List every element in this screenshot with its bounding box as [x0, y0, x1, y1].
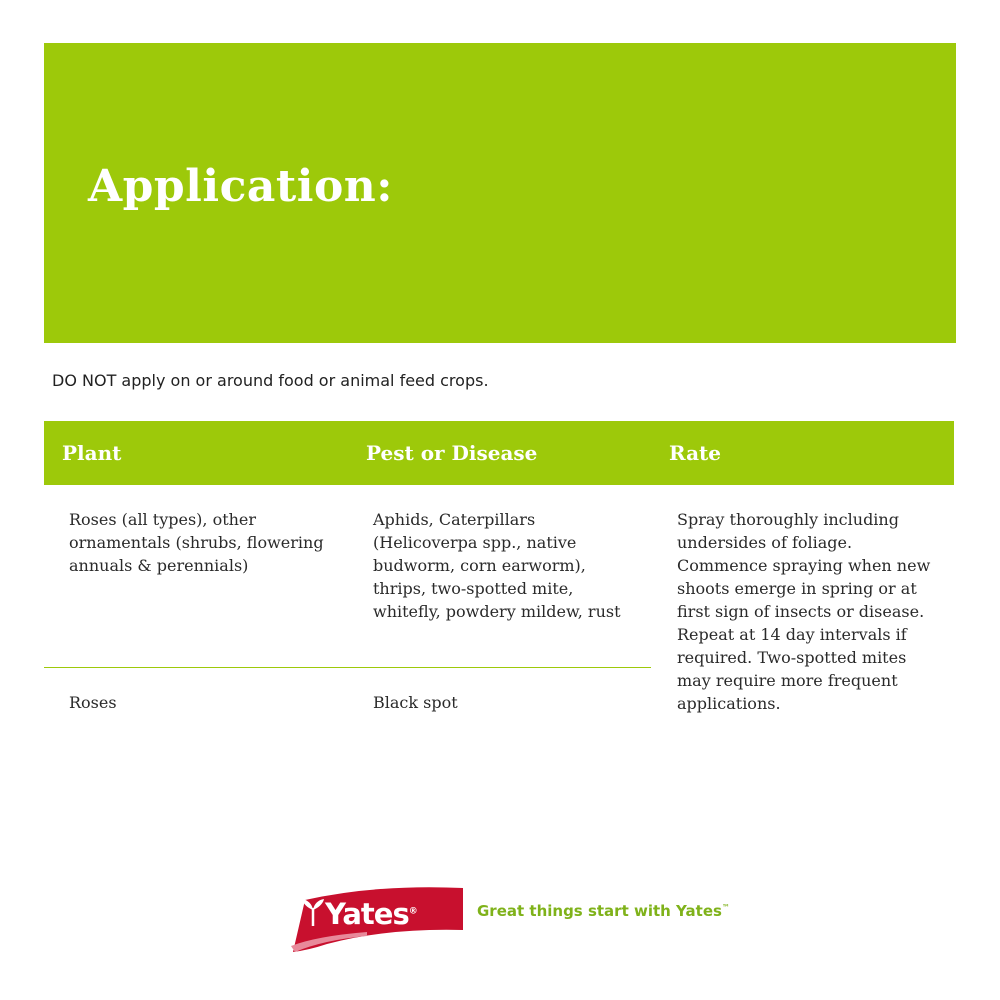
cell-pest: Black spot: [373, 693, 458, 712]
column-header-rate: Rate: [669, 441, 722, 465]
leaf-icon: [300, 896, 326, 928]
table-header: [44, 421, 954, 485]
cell-rate: Spray thoroughly including undersides of foliage. Commence spraying when new shoots emerge in spring or at first sign of insects or disease. Repeat at 14 day intervals if required. Two-spotted mites may require more frequent applications.: [677, 510, 931, 713]
warning-text: DO NOT apply on or around food or animal feed crops.: [52, 371, 489, 390]
column-header-plant: Plant: [62, 441, 122, 465]
row-divider: [44, 667, 651, 668]
column-header-pest: Pest or Disease: [366, 441, 538, 465]
cell-plant: Roses (all types), other ornamentals (shrubs, flowering annuals & perennials): [69, 510, 324, 575]
cell-pest: Aphids, Caterpillars (Helicoverpa spp., native budworm, corn earworm), thrips, two-spotted mite, whitefly, powdery mildew, rust: [373, 510, 621, 621]
brand-name: Yates®: [325, 897, 418, 931]
cell-plant: Roses: [69, 693, 117, 712]
application-banner: [44, 43, 956, 343]
page-title: Application:: [88, 161, 394, 212]
tagline: Great things start with Yates™: [477, 902, 730, 920]
